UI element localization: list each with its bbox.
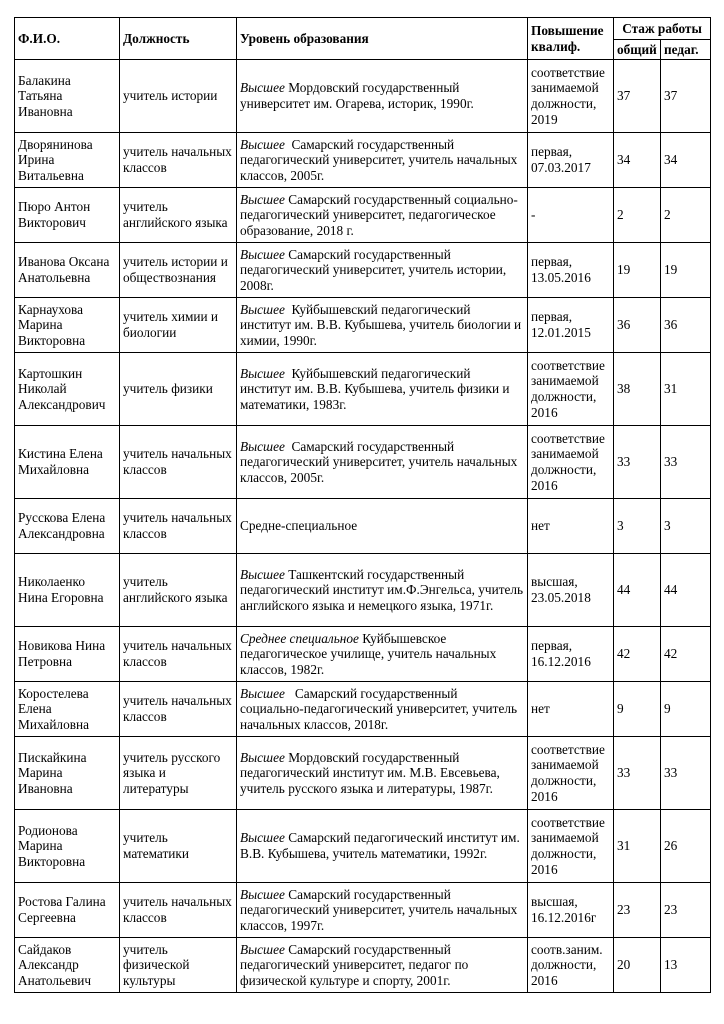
cell-pedagogical-experience: 13 [661, 938, 711, 993]
cell-total-experience: 42 [614, 627, 661, 682]
cell-total-experience: 38 [614, 353, 661, 426]
cell-fio: Пискайкина Марина Ивановна [15, 737, 120, 810]
education-text: Ташкентский государственный педагогический институт им.Ф.Энгельса, учитель английского языка и немецкого языка, 1971г. [240, 566, 527, 613]
education-level: Высшее [240, 438, 285, 454]
education-text: Самарский государственный педагогический университет, учитель истории, 2008г. [240, 246, 510, 293]
education-level: Среднее специальное [240, 630, 359, 646]
table-row [15, 737, 711, 810]
cell-fio: Родионова Марина Викторовна [15, 810, 120, 883]
cell-total-experience: 20 [614, 938, 661, 993]
cell-total-experience: 19 [614, 243, 661, 298]
cell-pedagogical-experience: 33 [661, 426, 711, 499]
cell-fio: Русскова Елена Александровна [15, 499, 120, 554]
table-row [15, 188, 711, 243]
table-row [15, 499, 711, 554]
cell-pedagogical-experience: 23 [661, 883, 711, 938]
cell-fio: Карнаухова Марина Викторовна [15, 298, 120, 353]
education-text: Самарский государственный социально-педагогический университет, учитель начальных классов, 2018г. [240, 685, 521, 732]
cell-total-experience: 33 [614, 737, 661, 810]
cell-position: учитель начальных классов [120, 627, 237, 682]
cell-position: учитель физики [120, 353, 237, 426]
cell-fio: Коростелева Елена Михайловна [15, 682, 120, 737]
education-text: Средне-специальное [240, 518, 358, 534]
cell-position: учитель начальных классов [120, 133, 237, 188]
cell-qualification: нет [528, 682, 614, 737]
cell-education [237, 243, 528, 298]
cell-education [237, 60, 528, 133]
cell-qualification: высшая, 23.05.2018 [528, 554, 614, 627]
cell-qualification: соответствие занимаемой должности, 2019 [528, 60, 614, 133]
education-text: Самарский государственный педагогический университет, педагог по физической культуре и спорту, 2001г. [240, 941, 472, 988]
education-level: Высшее [240, 566, 285, 582]
table-row [15, 353, 711, 426]
cell-position: учитель начальных классов [120, 499, 237, 554]
education-level: Высшее [240, 685, 285, 701]
cell-total-experience: 44 [614, 554, 661, 627]
cell-pedagogical-experience: 44 [661, 554, 711, 627]
cell-qualification: первая, 16.12.2016 [528, 627, 614, 682]
education-text: Самарский государственный педагогический университет, учитель начальных классов, 2005г. [240, 438, 521, 485]
staff-table [14, 17, 711, 993]
header-qualification: Повышение квалиф. [528, 18, 614, 60]
cell-qualification: - [528, 188, 614, 243]
education-level: Высшее [240, 191, 285, 207]
cell-total-experience: 36 [614, 298, 661, 353]
cell-total-experience: 2 [614, 188, 661, 243]
cell-education [237, 810, 528, 883]
cell-pedagogical-experience: 3 [661, 499, 711, 554]
table-row [15, 298, 711, 353]
cell-pedagogical-experience: 37 [661, 60, 711, 133]
cell-qualification: высшая, 16.12.2016г [528, 883, 614, 938]
cell-pedagogical-experience: 31 [661, 353, 711, 426]
education-text: Самарский государственный социально-педагогический университет, педагогическое образование, 2018 г. [240, 191, 518, 238]
cell-fio: Кистина Елена Михайловна [15, 426, 120, 499]
cell-qualification: соответствие занимаемой должности, 2016 [528, 737, 614, 810]
cell-fio: Дворянинова Ирина Витальевна [15, 133, 120, 188]
cell-pedagogical-experience: 26 [661, 810, 711, 883]
education-text: Куйбышевское педагогическое училище, учитель начальных классов, 1982г. [240, 630, 500, 677]
cell-total-experience: 33 [614, 426, 661, 499]
header-fio: Ф.И.О. [15, 18, 120, 60]
cell-qualification: первая, 13.05.2016 [528, 243, 614, 298]
education-level: Высшее [240, 246, 285, 262]
cell-education [237, 938, 528, 993]
cell-position: учитель начальных классов [120, 682, 237, 737]
cell-position: учитель математики [120, 810, 237, 883]
education-text: Самарский государственный педагогический университет, учитель начальных классов, 1997г. [240, 886, 521, 933]
cell-fio: Николаенко Нина Егоровна [15, 554, 120, 627]
cell-position: учитель истории и обществознания [120, 243, 237, 298]
cell-education [237, 133, 528, 188]
cell-qualification: первая, 07.03.2017 [528, 133, 614, 188]
cell-qualification: нет [528, 499, 614, 554]
education-level: Высшее [240, 886, 285, 902]
cell-position: учитель начальных классов [120, 426, 237, 499]
header-position: Должность [120, 18, 237, 60]
table-row [15, 810, 711, 883]
education-text: Мордовский государственный педагогический институт им. М.В. Евсевьева, учитель русского языка и литературы, 1987г. [240, 749, 504, 796]
cell-position: учитель английского языка [120, 554, 237, 627]
table-row [15, 554, 711, 627]
cell-education [237, 499, 528, 554]
cell-education [237, 298, 528, 353]
cell-total-experience: 37 [614, 60, 661, 133]
cell-pedagogical-experience: 36 [661, 298, 711, 353]
cell-position: учитель истории [120, 60, 237, 133]
education-level: Высшее [240, 941, 285, 957]
cell-position: учитель английского языка [120, 188, 237, 243]
cell-education [237, 188, 528, 243]
education-text: Самарский педагогический институт им. В.В. Кубышева, учитель математики, 1992г. [240, 830, 524, 861]
cell-position: учитель физической культуры [120, 938, 237, 993]
table-row [15, 243, 711, 298]
table-row [15, 627, 711, 682]
education-level: Высшее [240, 749, 285, 765]
cell-total-experience: 3 [614, 499, 661, 554]
header-education: Уровень образования [237, 18, 528, 60]
education-text: Мордовский государственный университет им. Огарева, историк, 1990г. [240, 80, 474, 111]
cell-pedagogical-experience: 42 [661, 627, 711, 682]
cell-position: учитель русского языка и литературы [120, 737, 237, 810]
cell-education [237, 883, 528, 938]
cell-position: учитель химии и биологии [120, 298, 237, 353]
cell-education [237, 426, 528, 499]
cell-fio: Балакина Татьяна Ивановна [15, 60, 120, 133]
table-row [15, 426, 711, 499]
cell-education [237, 353, 528, 426]
cell-education [237, 737, 528, 810]
cell-fio: Пюро Антон Викторович [15, 188, 120, 243]
education-level: Высшее [240, 136, 285, 152]
cell-education [237, 682, 528, 737]
education-level: Высшее [240, 301, 285, 317]
cell-fio: Картошкин Николай Александрович [15, 353, 120, 426]
cell-fio: Иванова Оксана Анатольевна [15, 243, 120, 298]
cell-qualification: соответствие занимаемой должности, 2016 [528, 810, 614, 883]
cell-pedagogical-experience: 33 [661, 737, 711, 810]
cell-fio: Ростова Галина Сергеевна [15, 883, 120, 938]
table-row [15, 133, 711, 188]
header-experience: Стаж работы [614, 18, 711, 40]
cell-qualification: соответствие занимаемой должности, 2016 [528, 426, 614, 499]
cell-total-experience: 23 [614, 883, 661, 938]
cell-education [237, 627, 528, 682]
education-text: Самарский государственный педагогический университет, учитель начальных классов, 2005г. [240, 136, 521, 183]
cell-total-experience: 31 [614, 810, 661, 883]
cell-pedagogical-experience: 19 [661, 243, 711, 298]
cell-qualification: соотв.заним. должности, 2016 [528, 938, 614, 993]
cell-qualification: соответствие занимаемой должности, 2016 [528, 353, 614, 426]
cell-fio: Новикова Нина Петровна [15, 627, 120, 682]
cell-pedagogical-experience: 9 [661, 682, 711, 737]
cell-total-experience: 9 [614, 682, 661, 737]
table-row [15, 938, 711, 993]
header-total: общий [614, 40, 661, 60]
table-row [15, 883, 711, 938]
cell-total-experience: 34 [614, 133, 661, 188]
cell-fio: Сайдаков Александр Анатольевич [15, 938, 120, 993]
cell-position: учитель начальных классов [120, 883, 237, 938]
cell-pedagogical-experience: 34 [661, 133, 711, 188]
cell-pedagogical-experience: 2 [661, 188, 711, 243]
education-level: Высшее [240, 830, 285, 846]
table-body [15, 60, 711, 993]
cell-education [237, 554, 528, 627]
education-level: Высшее [240, 80, 285, 96]
education-text: Куйбышевский педагогический институт им. В.В. Кубышева, учитель физики и математики, 1983г. [240, 365, 513, 412]
table-row [15, 682, 711, 737]
header-row [15, 18, 711, 40]
table-row [15, 60, 711, 133]
header-pedagogical: педаг. [661, 40, 711, 60]
education-text: Куйбышевский педагогический институт им. В.В. Кубышева, учитель биологии и химии, 1990г. [240, 301, 525, 348]
education-level: Высшее [240, 365, 285, 381]
cell-qualification: первая, 12.01.2015 [528, 298, 614, 353]
